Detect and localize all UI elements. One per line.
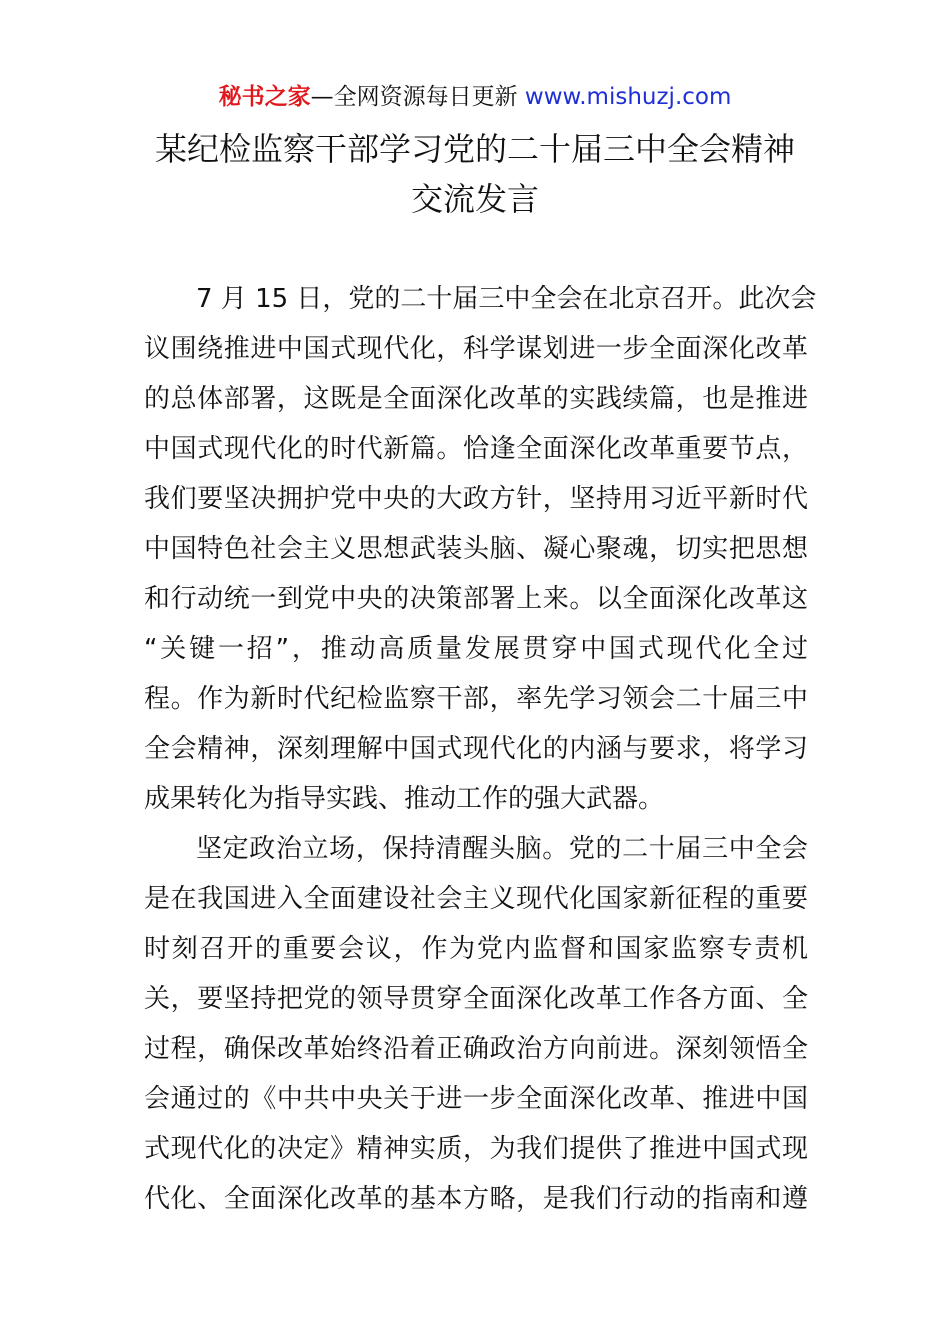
document-body — [144, 274, 817, 1224]
body-line: 式现代化的决定》精神实质，为我们提供了推进中国式现 — [144, 1134, 808, 1164]
body-line: 会通过的《中共中央关于进一步全面深化改革、推进中国 — [144, 1084, 808, 1114]
body-line: 中国特色社会主义思想武装头脑、凝心聚魂，切实把思想 — [144, 534, 808, 564]
body-line: 全会精神，深刻理解中国式现代化的内涵与要求，将学习 — [144, 734, 808, 764]
site-header — [0, 80, 950, 114]
body-line: 程。作为新时代纪检监察干部，率先学习领会二十届三中 — [144, 684, 808, 714]
body-line: 代化、全面深化改革的基本方略，是我们行动的指南和遵 — [144, 1184, 808, 1214]
document-title-line-2: 交流发言 — [410, 180, 539, 218]
body-line: 我们要坚决拥护党中央的大政方针，坚持用习近平新时代 — [144, 484, 808, 514]
body-line: “关键一招”，推动高质量发展贯穿中国式现代化全过 — [144, 634, 808, 664]
body-line: 7 月 15 日，党的二十届三中全会在北京召开。此次会 — [196, 284, 817, 314]
body-line: 关，要坚持把党的领导贯穿全面深化改革工作各方面、全 — [144, 984, 808, 1014]
site-brand: 秘书之家 — [218, 84, 311, 110]
body-line: 和行动统一到党中央的决策部署上来。以全面深化改革这 — [144, 584, 808, 614]
body-line: 时刻召开的重要会议，作为党内监督和国家监察专责机 — [144, 934, 808, 964]
body-line: 的总体部署，这既是全面深化改革的实践续篇，也是推进 — [144, 384, 808, 414]
body-line: 议围绕推进中国式现代化，科学谋划进一步全面深化改革 — [144, 334, 808, 364]
document-title — [0, 124, 950, 224]
site-url-link[interactable]: www.mishuzj.com — [524, 84, 732, 110]
body-line: 成果转化为指导实践、推动工作的强大武器。 — [144, 784, 665, 814]
body-line: 中国式现代化的时代新篇。恰逢全面深化改革重要节点， — [144, 434, 808, 464]
body-line: 坚定政治立场，保持清醒头脑。党的二十届三中全会 — [196, 834, 808, 864]
document-title-line-1: 某纪检监察干部学习党的二十届三中全会精神 — [154, 130, 795, 168]
site-tagline: —全网资源每日更新 — [310, 84, 518, 110]
body-line: 过程，确保改革始终沿着正确政治方向前进。深刻领悟全 — [144, 1034, 808, 1064]
body-line: 是在我国进入全面建设社会主义现代化国家新征程的重要 — [144, 884, 808, 914]
